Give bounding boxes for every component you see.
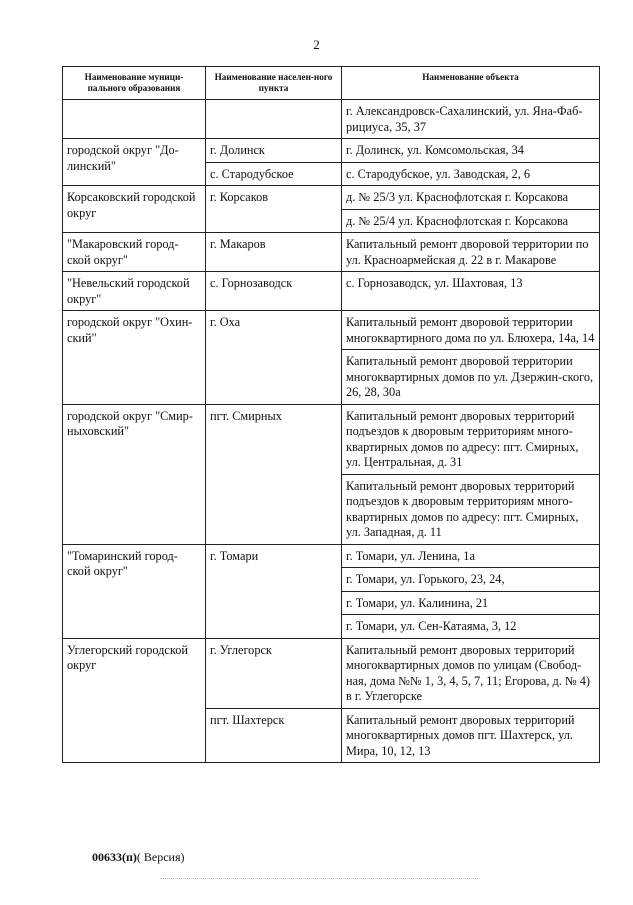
column-header-object: Наименование объекта xyxy=(342,67,600,100)
object-cell: с. Стародубское, ул. Заводская, 2, 6 xyxy=(342,162,600,186)
municipality-cell: городской округ "Охин-ский" xyxy=(63,311,206,405)
table-header-row xyxy=(63,67,600,100)
page-number: 2 xyxy=(313,37,320,52)
locality-cell: с. Стародубское xyxy=(206,162,342,186)
municipality-cell: Углегорский городской округ xyxy=(63,638,206,763)
object-cell: Капитальный ремонт дворовых территорий многоквартирных домов по улицам (Свобод-ная, дома №№ 1, 3, 4, 5, 7, 11; Егорова, д. № 4) в г. Углегорске xyxy=(342,638,600,708)
table-row xyxy=(63,404,600,474)
object-cell: д. № 25/3 ул. Краснофлотская г. Корсакова xyxy=(342,186,600,210)
document-footer xyxy=(92,850,185,865)
municipality-cell: городской округ "Смир-ныховский" xyxy=(63,404,206,544)
object-cell: г. Томари, ул. Калинина, 21 xyxy=(342,591,600,615)
municipality-cell xyxy=(63,100,206,139)
object-cell: г. Александровск-Сахалинский, ул. Яна-Фаб-рициуса, 35, 37 xyxy=(342,100,600,139)
table-row xyxy=(63,272,600,311)
scan-artifact-line xyxy=(160,878,480,879)
locality-cell: г. Макаров xyxy=(206,233,342,272)
table-row xyxy=(63,233,600,272)
municipality-cell: "Невельский городской округ" xyxy=(63,272,206,311)
object-cell: г. Томари, ул. Горького, 23, 24, xyxy=(342,568,600,592)
object-cell: Капитальный ремонт дворовой территории многоквартирного дома по ул. Блюхера, 14а, 14 xyxy=(342,311,600,350)
municipality-cell: "Томаринский город-ской округ" xyxy=(63,544,206,638)
municipality-cell: городской округ "До-линский" xyxy=(63,139,206,186)
column-header-municipality: Наименование муници-пального образования xyxy=(63,67,206,100)
locality-cell xyxy=(206,100,342,139)
objects-table xyxy=(62,66,600,763)
locality-cell: г. Долинск xyxy=(206,139,342,163)
locality-cell: г. Углегорск xyxy=(206,638,342,708)
document-version: ( Версия) xyxy=(136,850,185,864)
object-cell: Капитальный ремонт дворовых территорий подъездов к дворовым территориям много-квартирных домов по адресу: пгт. Смирных, ул. Западная, д. 11 xyxy=(342,474,600,544)
object-cell: с. Горнозаводск, ул. Шахтовая, 13 xyxy=(342,272,600,311)
locality-cell: пгт. Смирных xyxy=(206,404,342,544)
object-cell: д. № 25/4 ул. Краснофлотская г. Корсакова xyxy=(342,209,600,233)
locality-cell: г. Корсаков xyxy=(206,186,342,233)
object-cell: Капитальный ремонт дворовых территорий подъездов к дворовым территориям много-квартирных домов по адресу: пгт. Смирных, ул. Центральная, д. 31 xyxy=(342,404,600,474)
locality-cell: пгт. Шахтерск xyxy=(206,708,342,763)
table-row xyxy=(63,638,600,708)
table-row xyxy=(63,544,600,568)
object-cell: Капитальный ремонт дворовых территорий многоквартирных домов пгт. Шахтерск, ул. Мира, 10, 12, 13 xyxy=(342,708,600,763)
object-cell: г. Томари, ул. Сен-Катаяма, 3, 12 xyxy=(342,615,600,639)
object-cell: Капитальный ремонт дворовой территории по ул. Красноармейская д. 22 в г. Макарове xyxy=(342,233,600,272)
column-header-locality: Наименование населен-ного пункта xyxy=(206,67,342,100)
table-row xyxy=(63,100,600,139)
municipality-cell: "Макаровский город-ской округ" xyxy=(63,233,206,272)
object-cell: Капитальный ремонт дворовой территории многоквартирных домов по ул. Дзержин-ского, 26, 28, 30а xyxy=(342,350,600,405)
object-cell: г. Томари, ул. Ленина, 1а xyxy=(342,544,600,568)
locality-cell: г. Томари xyxy=(206,544,342,638)
object-cell: г. Долинск, ул. Комсомольская, 34 xyxy=(342,139,600,163)
table-row xyxy=(63,139,600,163)
municipality-cell: Корсаковский городской округ xyxy=(63,186,206,233)
document-code: 00633(п) xyxy=(92,850,137,864)
table-row xyxy=(63,186,600,210)
locality-cell: г. Оха xyxy=(206,311,342,405)
locality-cell: с. Горнозаводск xyxy=(206,272,342,311)
table-row xyxy=(63,311,600,350)
